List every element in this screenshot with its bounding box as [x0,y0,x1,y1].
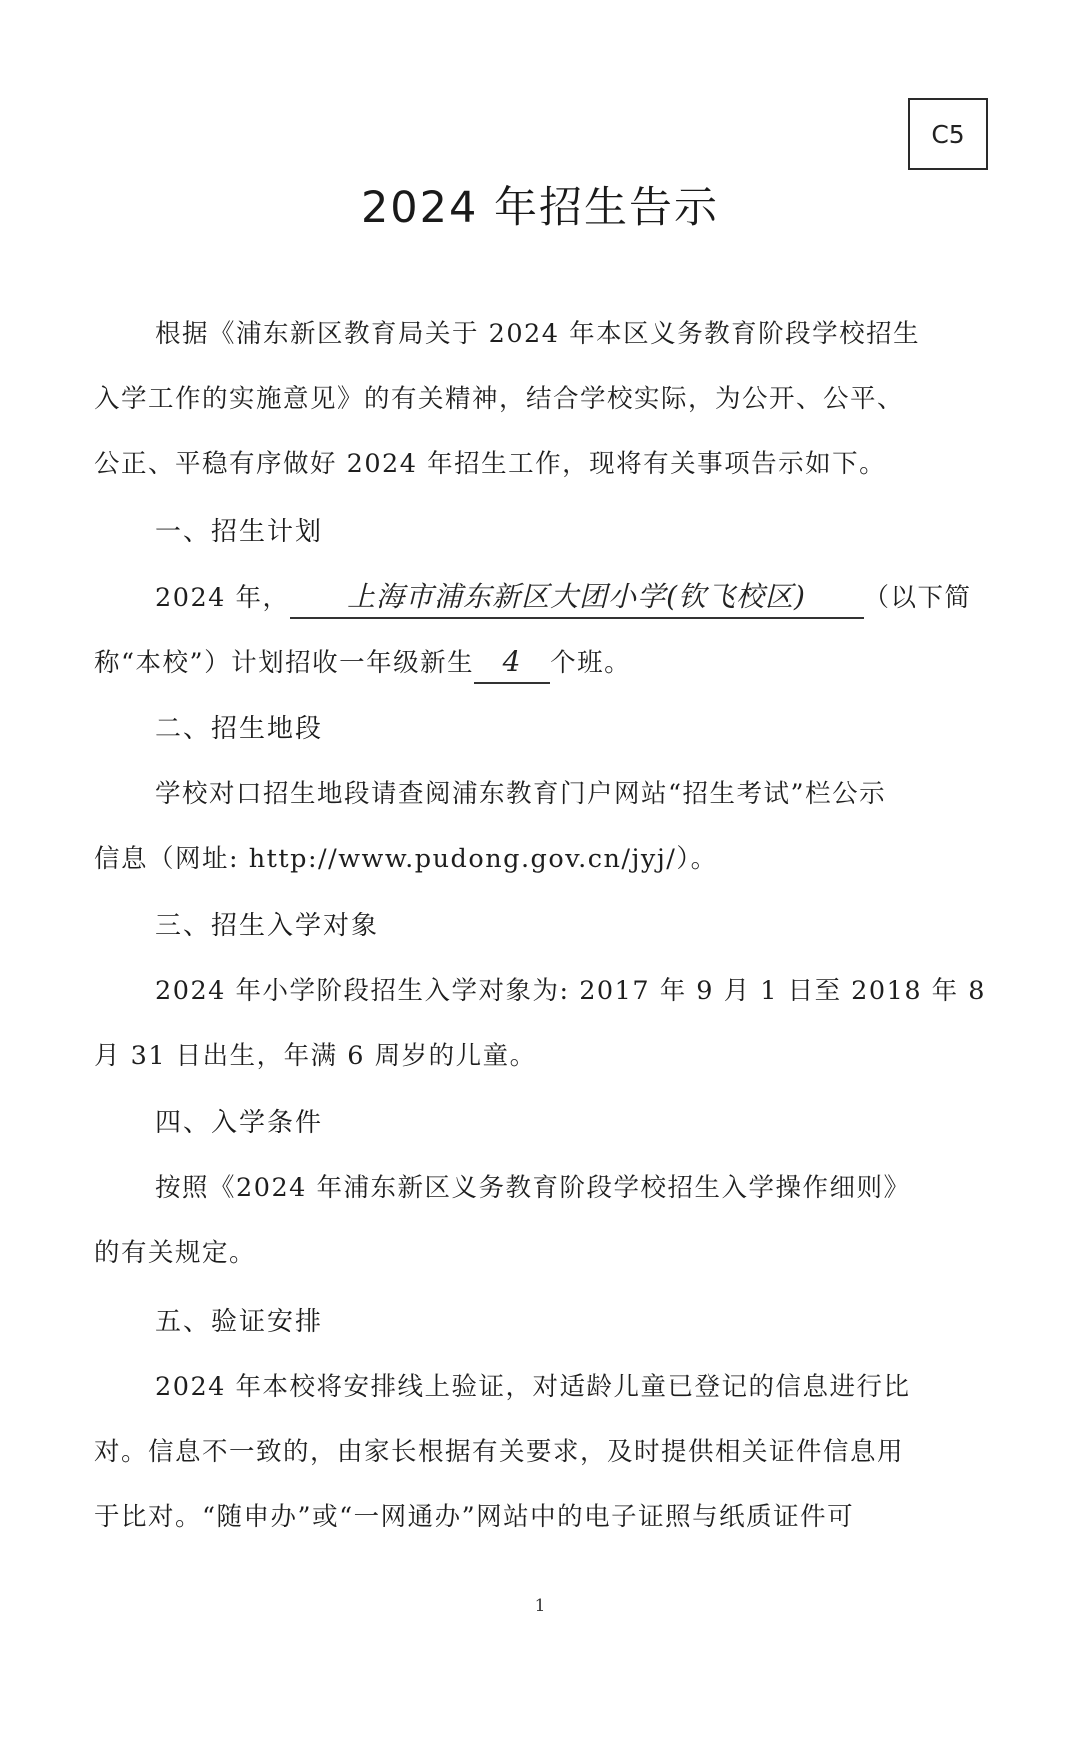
section-4-line-2: 的有关规定。 [94,1238,257,1268]
intro-line-3: 公正、平稳有序做好 2024 年招生工作，现将有关事项告示如下。 [94,449,887,479]
section-4-heading: 四、入学条件 [155,1108,324,1138]
section-2-line-2: 信息（网址: http://www.pudong.gov.cn/jyj/）。 [94,844,718,874]
section-5-line-1: 2024 年本校将安排线上验证，对适龄儿童已登记的信息进行比 [155,1372,911,1402]
section-3-heading: 三、招生入学对象 [155,911,380,941]
section-4-line-1: 按照《2024 年浦东新区义务教育阶段学校招生入学操作细则》 [155,1173,911,1203]
class-count-handwritten: 4 [474,642,550,684]
section-5-line-3: 于比对。“随申办”或“一网通办”网站中的电子证照与纸质证件可 [94,1502,855,1532]
section-3-line-1: 2024 年小学阶段招生入学对象为: 2017 年 9 月 1 日至 2018 年 8 [155,976,987,1006]
intro-line-1: 根据《浦东新区教育局关于 2024 年本区义务教育阶段学校招生 [155,319,921,349]
school-name-handwritten: 上海市浦东新区大团小学(钦飞校区) [290,577,864,619]
section-1-line-1 [155,577,975,617]
section-1-line-2-prefix: 称“本校”）计划招收一年级新生 [94,648,475,678]
section-1-heading: 一、招生计划 [155,517,324,547]
intro-line-2: 入学工作的实施意见》的有关精神，结合学校实际，为公开、公平、 [94,384,905,414]
section-1-suffix: （以下简 [863,583,972,613]
section-5-heading: 五、验证安排 [155,1307,324,1337]
section-1-line-2 [94,642,974,682]
document-code-box: C5 [908,98,988,170]
section-1-line-2-suffix: 个班。 [550,648,632,678]
section-3-line-2: 月 31 日出生，年满 6 周岁的儿童。 [94,1041,537,1071]
section-1-prefix: 2024 年， [155,583,290,613]
page-title: 2024 年招生告示 [360,183,720,233]
section-2-heading: 二、招生地段 [155,714,324,744]
section-5-line-2: 对。信息不一致的，由家长根据有关要求，及时提供相关证件信息用 [94,1437,905,1467]
page-number: 1 [534,1596,546,1616]
section-2-line-1: 学校对口招生地段请查阅浦东教育门户网站“招生考试”栏公示 [155,779,887,809]
